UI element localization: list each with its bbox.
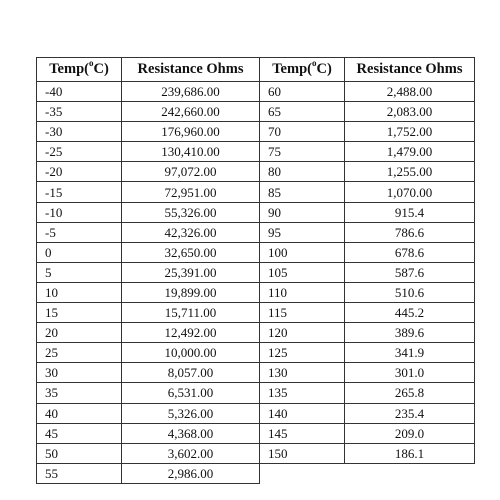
table-row <box>37 403 260 423</box>
temp-cell: 15 <box>37 303 122 323</box>
resistance-cell: 97,072.00 <box>122 162 260 182</box>
resistance-cell: 6,531.00 <box>122 383 260 403</box>
resistance-cell: 510.6 <box>345 282 475 302</box>
table-row <box>260 443 475 463</box>
table-row <box>260 323 475 343</box>
temp-cell: 65 <box>260 102 345 122</box>
table-row <box>37 282 260 302</box>
temp-cell: 60 <box>260 82 345 102</box>
temp-cell: 135 <box>260 383 345 403</box>
temp-cell: 125 <box>260 343 345 363</box>
temp-cell: 70 <box>260 122 345 142</box>
resistance-cell: 389.6 <box>345 323 475 343</box>
resistance-cell: 42,326.00 <box>122 222 260 242</box>
temp-cell: -5 <box>37 222 122 242</box>
table-row <box>260 82 475 102</box>
resistance-header: Resistance Ohms <box>345 58 475 82</box>
resistance-cell: 209.0 <box>345 423 475 443</box>
resistance-cell: 186.1 <box>345 443 475 463</box>
resistance-cell: 242,660.00 <box>122 102 260 122</box>
resistance-cell: 341.9 <box>345 343 475 363</box>
table-row <box>37 343 260 363</box>
temp-cell: -30 <box>37 122 122 142</box>
table-row <box>37 122 260 142</box>
table-row <box>260 162 475 182</box>
temp-cell: 95 <box>260 222 345 242</box>
resistance-cell: 19,899.00 <box>122 282 260 302</box>
temp-cell: 100 <box>260 242 345 262</box>
temp-cell: 25 <box>37 343 122 363</box>
temp-header: Temp($^o$C) <box>260 58 345 82</box>
table-row <box>37 82 260 102</box>
temp-cell: 45 <box>37 423 122 443</box>
table-row <box>260 142 475 162</box>
temp-cell: 130 <box>260 363 345 383</box>
resistance-table-left <box>36 57 260 484</box>
table-row <box>37 142 260 162</box>
temp-cell: 145 <box>260 423 345 443</box>
table-row <box>260 102 475 122</box>
table-row <box>260 202 475 222</box>
table-row <box>37 222 260 242</box>
temp-cell: 20 <box>37 323 122 343</box>
table-row <box>260 182 475 202</box>
resistance-cell: 3,602.00 <box>122 443 260 463</box>
temp-cell: 120 <box>260 323 345 343</box>
table-row <box>260 403 475 423</box>
right-table-body <box>260 82 475 464</box>
temp-header: Temp($^o$C) <box>37 58 122 82</box>
resistance-cell: 72,951.00 <box>122 182 260 202</box>
resistance-cell: 1,752.00 <box>345 122 475 142</box>
table-row <box>37 202 260 222</box>
temp-cell: -20 <box>37 162 122 182</box>
resistance-cell: 301.0 <box>345 363 475 383</box>
header-row <box>260 58 475 82</box>
temp-cell: 5 <box>37 262 122 282</box>
resistance-cell: 445.2 <box>345 303 475 323</box>
resistance-table-right <box>259 57 475 464</box>
temp-cell: -40 <box>37 82 122 102</box>
resistance-cell: 2,488.00 <box>345 82 475 102</box>
resistance-cell: 915.4 <box>345 202 475 222</box>
temp-cell: 90 <box>260 202 345 222</box>
resistance-cell: 2,083.00 <box>345 102 475 122</box>
temp-cell: 105 <box>260 262 345 282</box>
temp-cell: -15 <box>37 182 122 202</box>
resistance-cell: 8,057.00 <box>122 363 260 383</box>
table-row <box>37 463 260 483</box>
resistance-cell: 4,368.00 <box>122 423 260 443</box>
resistance-cell: 587.6 <box>345 262 475 282</box>
resistance-cell: 15,711.00 <box>122 303 260 323</box>
resistance-cell: 678.6 <box>345 242 475 262</box>
table-row <box>37 443 260 463</box>
temp-cell: 35 <box>37 383 122 403</box>
table-row <box>260 122 475 142</box>
temp-cell: 55 <box>37 463 122 483</box>
table-row <box>260 303 475 323</box>
temp-cell: 30 <box>37 363 122 383</box>
temp-cell: 115 <box>260 303 345 323</box>
temp-cell: 150 <box>260 443 345 463</box>
table-row <box>37 323 260 343</box>
resistance-cell: 1,479.00 <box>345 142 475 162</box>
resistance-table-wrapper <box>36 57 475 484</box>
table-row <box>37 262 260 282</box>
resistance-cell: 176,960.00 <box>122 122 260 142</box>
table-row <box>37 162 260 182</box>
resistance-cell: 265.8 <box>345 383 475 403</box>
table-row <box>260 222 475 242</box>
resistance-cell: 5,326.00 <box>122 403 260 423</box>
table-row <box>260 423 475 443</box>
resistance-cell: 25,391.00 <box>122 262 260 282</box>
temp-cell: 10 <box>37 282 122 302</box>
header-row <box>37 58 260 82</box>
resistance-cell: 55,326.00 <box>122 202 260 222</box>
temp-cell: 50 <box>37 443 122 463</box>
resistance-cell: 130,410.00 <box>122 142 260 162</box>
table-row <box>37 363 260 383</box>
table-row <box>37 383 260 403</box>
temp-cell: 110 <box>260 282 345 302</box>
resistance-cell: 1,255.00 <box>345 162 475 182</box>
resistance-cell: 2,986.00 <box>122 463 260 483</box>
temp-cell: 85 <box>260 182 345 202</box>
temp-cell: 80 <box>260 162 345 182</box>
resistance-cell: 12,492.00 <box>122 323 260 343</box>
table-row <box>37 242 260 262</box>
table-row <box>37 303 260 323</box>
temp-cell: -10 <box>37 202 122 222</box>
temp-cell: 40 <box>37 403 122 423</box>
resistance-header: Resistance Ohms <box>122 58 260 82</box>
resistance-cell: 239,686.00 <box>122 82 260 102</box>
table-row <box>37 423 260 443</box>
table-row <box>260 363 475 383</box>
resistance-cell: 235.4 <box>345 403 475 423</box>
resistance-cell: 10,000.00 <box>122 343 260 363</box>
table-row <box>260 383 475 403</box>
table-row <box>260 282 475 302</box>
temp-cell: 75 <box>260 142 345 162</box>
resistance-cell: 1,070.00 <box>345 182 475 202</box>
resistance-cell: 786.6 <box>345 222 475 242</box>
table-row <box>260 343 475 363</box>
table-row <box>260 242 475 262</box>
temp-cell: 140 <box>260 403 345 423</box>
resistance-cell: 32,650.00 <box>122 242 260 262</box>
left-table-body <box>37 82 260 484</box>
table-row <box>260 262 475 282</box>
table-row <box>37 102 260 122</box>
temp-cell: 0 <box>37 242 122 262</box>
temp-cell: -35 <box>37 102 122 122</box>
table-row <box>37 182 260 202</box>
temp-cell: -25 <box>37 142 122 162</box>
